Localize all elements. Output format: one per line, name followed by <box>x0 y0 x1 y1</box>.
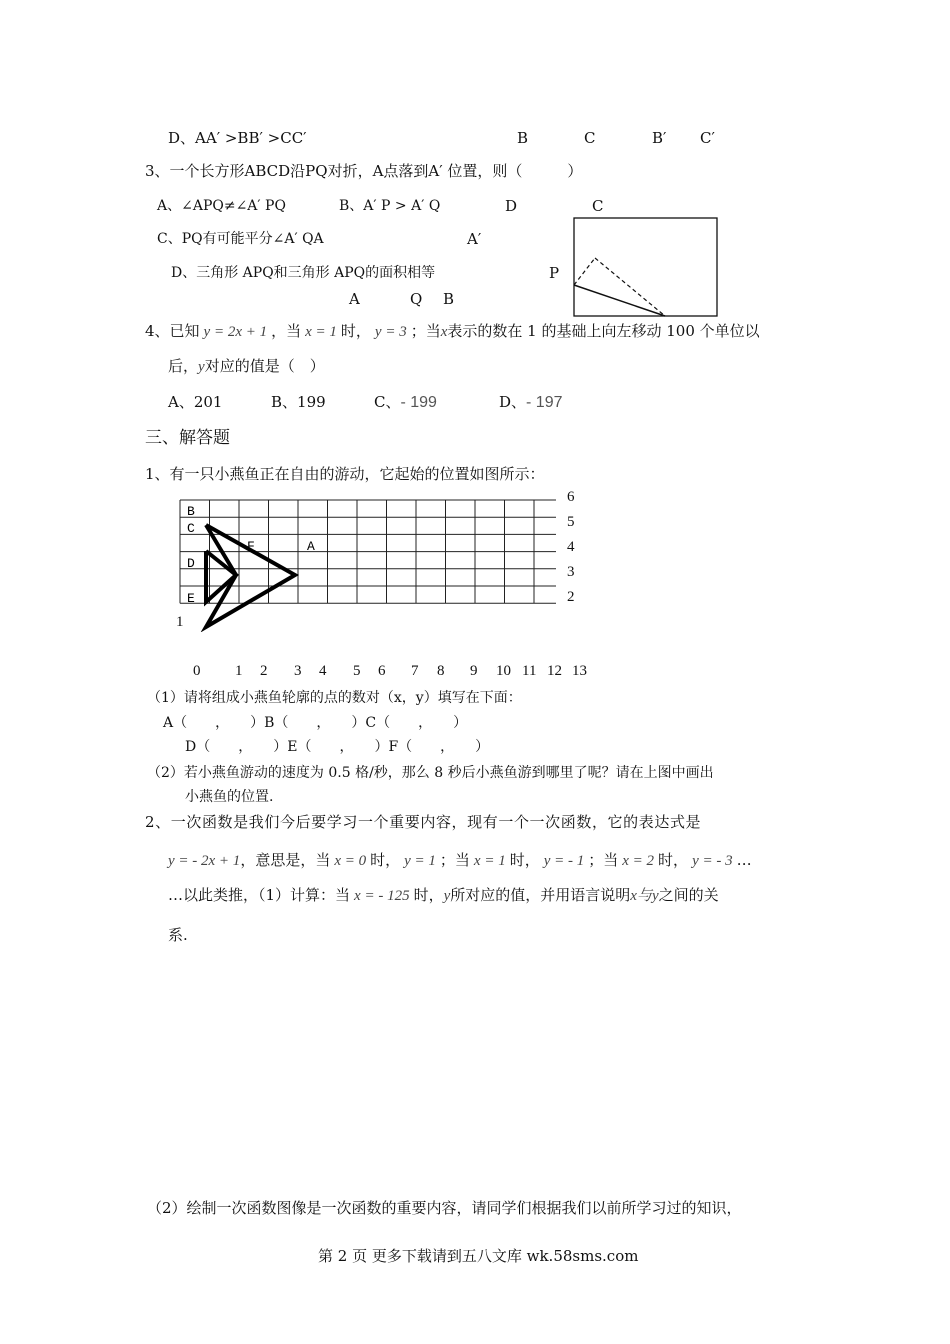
x-label-6: 6 <box>378 663 386 679</box>
p2-semi-1: ；当 <box>439 851 470 869</box>
q3-option-b: B、A′ P > A′ Q <box>339 198 441 214</box>
p1-sub1-row2: D（ ， ）E（ ， ）F（ ， ） <box>185 739 490 755</box>
x-label-4: 4 <box>319 663 327 679</box>
rectangle-abcd <box>574 218 717 316</box>
p2-y1: y = 1 <box>404 853 436 869</box>
p2-shi-1: 时， <box>370 851 401 869</box>
page-footer: 第 2 页 更多下载请到五八文库 wk.58sms.com <box>318 1247 639 1265</box>
q4-line1 <box>145 321 760 342</box>
q4-shi: 时， <box>340 322 371 340</box>
grid-label-b: B <box>187 504 195 519</box>
p2-equation: y = - 2x + 1 <box>168 853 241 869</box>
grid-lines <box>180 500 556 603</box>
x-label-7: 7 <box>411 663 419 679</box>
x-label-3: 3 <box>294 663 302 679</box>
p2-xy: x与y <box>630 888 659 904</box>
q3-stem: 3、一个长方形ABCD沿PQ对折，A点落到A′ 位置，则（ ） <box>145 162 583 180</box>
x-label-10: 10 <box>496 663 511 679</box>
p1-sub1: （1）请将组成小燕鱼轮廓的点的数对（x，y）填写在下面： <box>147 690 522 706</box>
p2-line2 <box>168 850 752 871</box>
q4-option-c-value: - 199 <box>400 394 437 411</box>
q4-option-a: A、201 <box>168 393 223 411</box>
grid-label-c: C <box>187 521 195 536</box>
p2-shi-3: 时， <box>658 851 689 869</box>
q3-fig-label-c: C <box>592 197 604 215</box>
x-label-13: 13 <box>572 663 587 679</box>
fish-grid-figure <box>176 498 556 632</box>
dashed-line-aq <box>595 258 665 316</box>
q4-option-c-label: C、 <box>374 393 401 411</box>
q4-rest2: 表示的数在 1 的基础上向左移动 100 个单位以 <box>447 322 760 340</box>
q2-label-b-prime: B′ <box>652 129 667 147</box>
q2-label-c: C <box>584 129 596 147</box>
x-label-0: 0 <box>193 663 201 679</box>
q4-x: x <box>440 324 448 340</box>
p2-l3c: 所对应的值，并用语言说明 <box>450 886 631 904</box>
p2-x1: x = 1 <box>473 853 506 869</box>
p2-xm125: x = - 125 <box>354 888 410 904</box>
q2-label-b: B <box>517 129 529 147</box>
grid-label-e: E <box>187 591 195 606</box>
q4-line2 <box>168 356 325 377</box>
p2-line4: 系. <box>168 926 188 944</box>
p1-sub1-row1: A（ ， ）B（ ， ）C（ ， ） <box>163 715 468 731</box>
x-label-5: 5 <box>353 663 361 679</box>
q3-fig-label-a: A <box>349 290 360 308</box>
q3-fig-label-a-prime: A′ <box>467 230 482 248</box>
p2-part2: （2）绘制一次函数图像是一次函数的重要内容，请同学们根据我们以前所学习过的知识， <box>147 1199 742 1217</box>
p1-sub2-line2: 小燕鱼的位置. <box>185 789 274 805</box>
grid-label-d: D <box>187 556 195 571</box>
q2-label-c-prime: C′ <box>700 129 715 147</box>
q4-when: ，当 <box>271 322 302 340</box>
grid-label-a: A <box>307 539 315 554</box>
dashed-line-pa <box>574 258 595 285</box>
y-label-5: 5 <box>567 514 575 530</box>
section-heading: 三、解答题 <box>145 428 230 448</box>
q3-rectangle-figure <box>570 214 722 320</box>
q3-fig-label-p: P <box>549 264 560 282</box>
x-label-2: 2 <box>260 663 268 679</box>
q4-option-d-value: - 197 <box>526 394 563 411</box>
q3-fig-label-q: Q <box>410 290 423 308</box>
q4-line2-end: 对应的值是（ ） <box>204 357 325 375</box>
y-label-3: 3 <box>567 564 575 580</box>
q4-y-eq-3: y = 3 <box>374 324 407 340</box>
q3-fig-label-b: B <box>443 290 455 308</box>
q4-option-d <box>499 392 563 413</box>
y-label-1: 1 <box>176 614 184 630</box>
p2-line1: 2、一次函数是我们今后要学习一个重要内容，现有一个一次函数，它的表达式是 <box>145 813 702 831</box>
q4-line2-start: 后， <box>168 357 199 375</box>
q4-option-d-label: D、 <box>499 393 527 411</box>
p2-shi-2: 时， <box>509 851 540 869</box>
x-label-12: 12 <box>547 663 562 679</box>
p2-ym3: y = - 3 <box>692 853 733 869</box>
x-label-11: 11 <box>522 663 537 679</box>
q4-option-b: B、199 <box>271 393 326 411</box>
fold-line-pq <box>574 285 665 316</box>
p2-l3d: 之间的关 <box>658 886 719 904</box>
q3-fig-label-d: D <box>505 197 518 215</box>
fish-tail <box>206 551 236 602</box>
q4-rest: ；当 <box>410 322 441 340</box>
y-label-6: 6 <box>567 489 575 505</box>
p2-l3a: …以此类推，（1）计算：当 <box>168 886 351 904</box>
q4-option-c <box>374 392 437 413</box>
y-label-2: 2 <box>567 589 575 605</box>
q3-option-a: A、∠APQ≠∠A′ PQ <box>157 198 286 214</box>
p2-ym1: y = - 1 <box>543 853 585 869</box>
p1-sub2-line1: （2）若小燕鱼游动的速度为 0.5 格/秒，那么 8 秒后小燕鱼游到哪里了呢？请在上图中画出 <box>147 765 714 781</box>
p2-x2: x = 2 <box>622 853 655 869</box>
x-label-1: 1 <box>235 663 243 679</box>
y-label-4: 4 <box>567 539 575 555</box>
p2-x0: x = 0 <box>334 853 367 869</box>
p2-line3 <box>168 885 719 906</box>
x-label-8: 8 <box>437 663 445 679</box>
p2-y: y <box>443 888 451 904</box>
p2-l2a: ，意思是，当 <box>240 851 331 869</box>
p2-l3b: 时， <box>413 886 444 904</box>
q3-option-c: C、PQ有可能平分∠A′ QA <box>157 231 324 247</box>
q2-option-d: D、AA′ >BB′ >CC′ <box>168 129 307 147</box>
p2-semi-2: ；当 <box>588 851 619 869</box>
q4-y: y <box>198 359 205 375</box>
grid-label-f: F <box>247 539 255 554</box>
p1-stem: 1、有一只小燕鱼正在自由的游动，它起始的位置如图所示： <box>145 465 545 483</box>
q4-stem-start: 4、已知 <box>145 322 200 340</box>
q3-option-d: D、三角形 APQ和三角形 APQ的面积相等 <box>171 265 436 281</box>
q4-x-eq-1: x = 1 <box>305 324 337 340</box>
x-label-9: 9 <box>470 663 478 679</box>
q4-equation: y = 2x + 1 <box>203 324 268 340</box>
p2-dots: … <box>736 851 752 869</box>
